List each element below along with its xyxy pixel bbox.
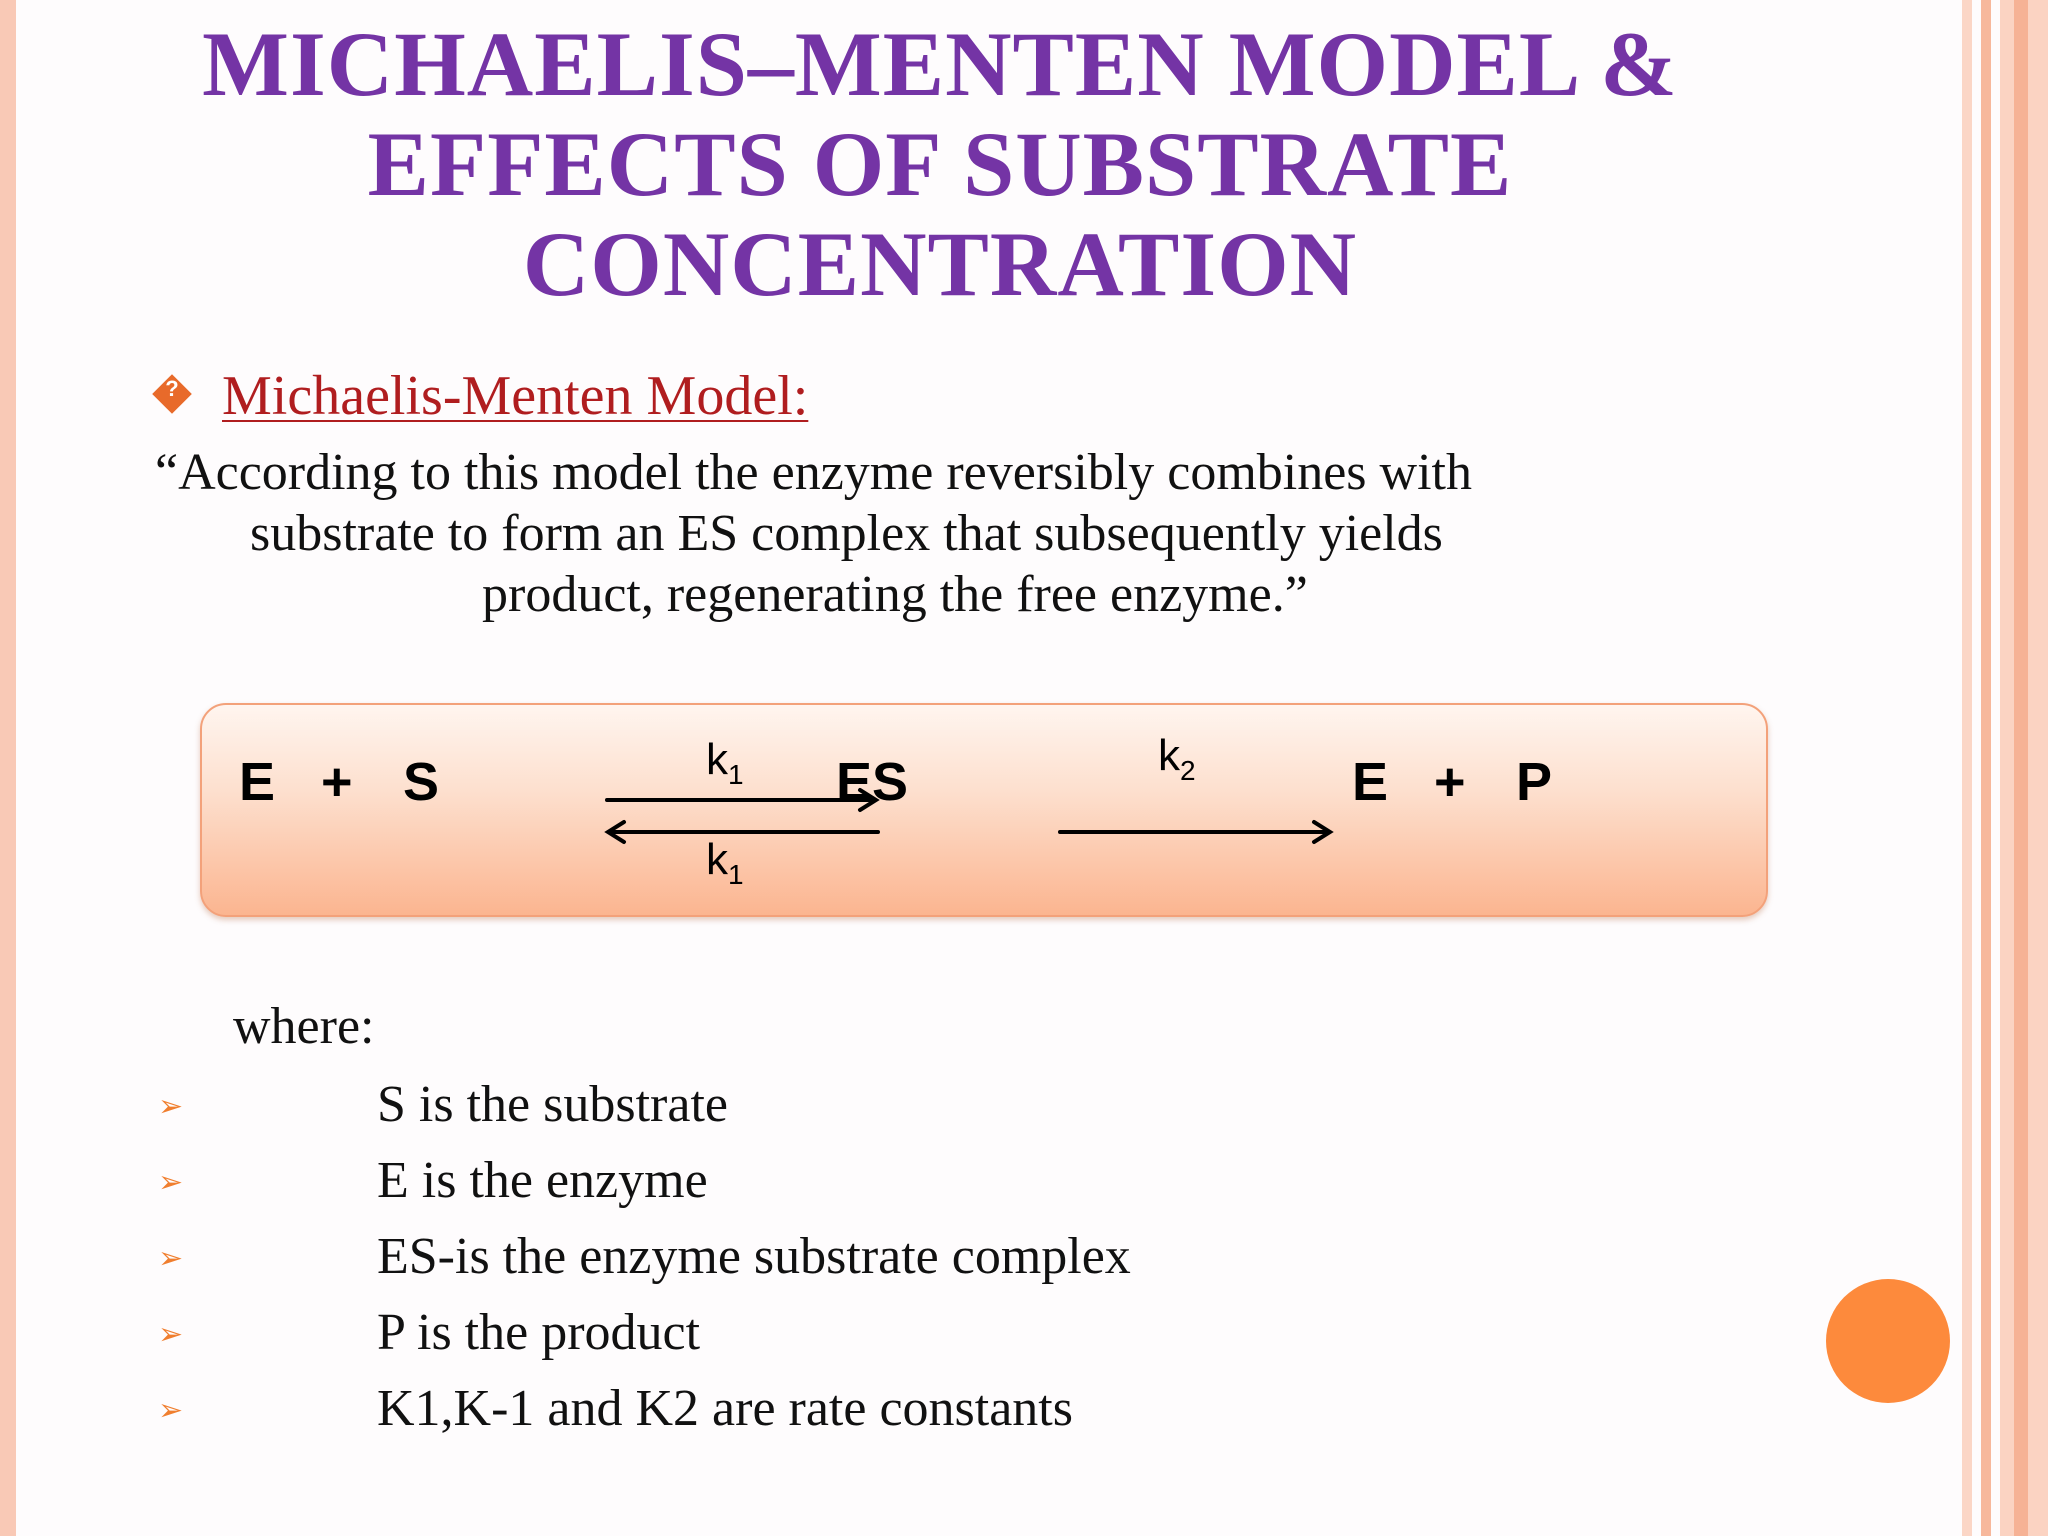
product-enzyme: E <box>1352 752 1389 812</box>
definition-text: S is the substrate <box>377 1076 728 1133</box>
decorative-circle <box>1826 1279 1950 1403</box>
arrow-bullet-icon: ➢ <box>158 1241 184 1276</box>
right-border-stripe <box>2014 0 2028 1536</box>
definition-text: P is the product <box>377 1304 701 1361</box>
product: P <box>1516 752 1553 812</box>
right-border-stripe <box>1962 0 1972 1536</box>
rate-constant-k2: $k_2$ <box>1158 731 1196 786</box>
reaction-equation-box <box>200 703 1768 917</box>
right-border-stripe <box>1981 0 1991 1536</box>
quote-line: substrate to form an ES complex that subsequently yields <box>250 505 1443 562</box>
quote-line: “According to this model the enzyme reversibly combines with <box>155 444 1472 501</box>
reactant-enzyme: E <box>239 752 276 812</box>
plus-sign: + <box>1434 752 1466 812</box>
definition-text: K1,K-1 and K2 are rate constants <box>377 1380 1073 1437</box>
definition-text: ES-is the enzyme substrate complex <box>377 1228 1131 1285</box>
left-border-decoration <box>0 0 16 1536</box>
rate-constant-k1-reverse: $k_1$ <box>706 835 744 890</box>
question-mark-icon: ? <box>165 376 179 401</box>
reaction-arrows <box>202 705 1766 915</box>
arrow-bullet-icon: ➢ <box>158 1393 184 1428</box>
quote-line: product, regenerating the free enzyme.” <box>482 566 1308 623</box>
arrow-bullet-icon: ➢ <box>158 1317 184 1352</box>
arrow-bullet-icon: ➢ <box>158 1165 184 1200</box>
plus-sign: + <box>321 752 353 812</box>
enzyme-substrate-complex: ES <box>836 752 909 812</box>
definition-text: E is the enzyme <box>377 1152 708 1209</box>
rate-constant-k1-forward: $k_1$ <box>706 735 744 790</box>
arrow-bullet-icon: ➢ <box>158 1089 184 1124</box>
where-label: where: <box>233 998 375 1055</box>
title-line: MICHAELIS–MENTEN MODEL & <box>202 13 1678 115</box>
title-line: CONCENTRATION <box>522 213 1358 315</box>
section-heading: Michaelis-Menten Model: <box>222 365 809 427</box>
slide-title <box>180 14 1700 314</box>
reactant-substrate: S <box>403 752 440 812</box>
title-line: EFFECTS OF SUBSTRATE <box>367 113 1513 215</box>
